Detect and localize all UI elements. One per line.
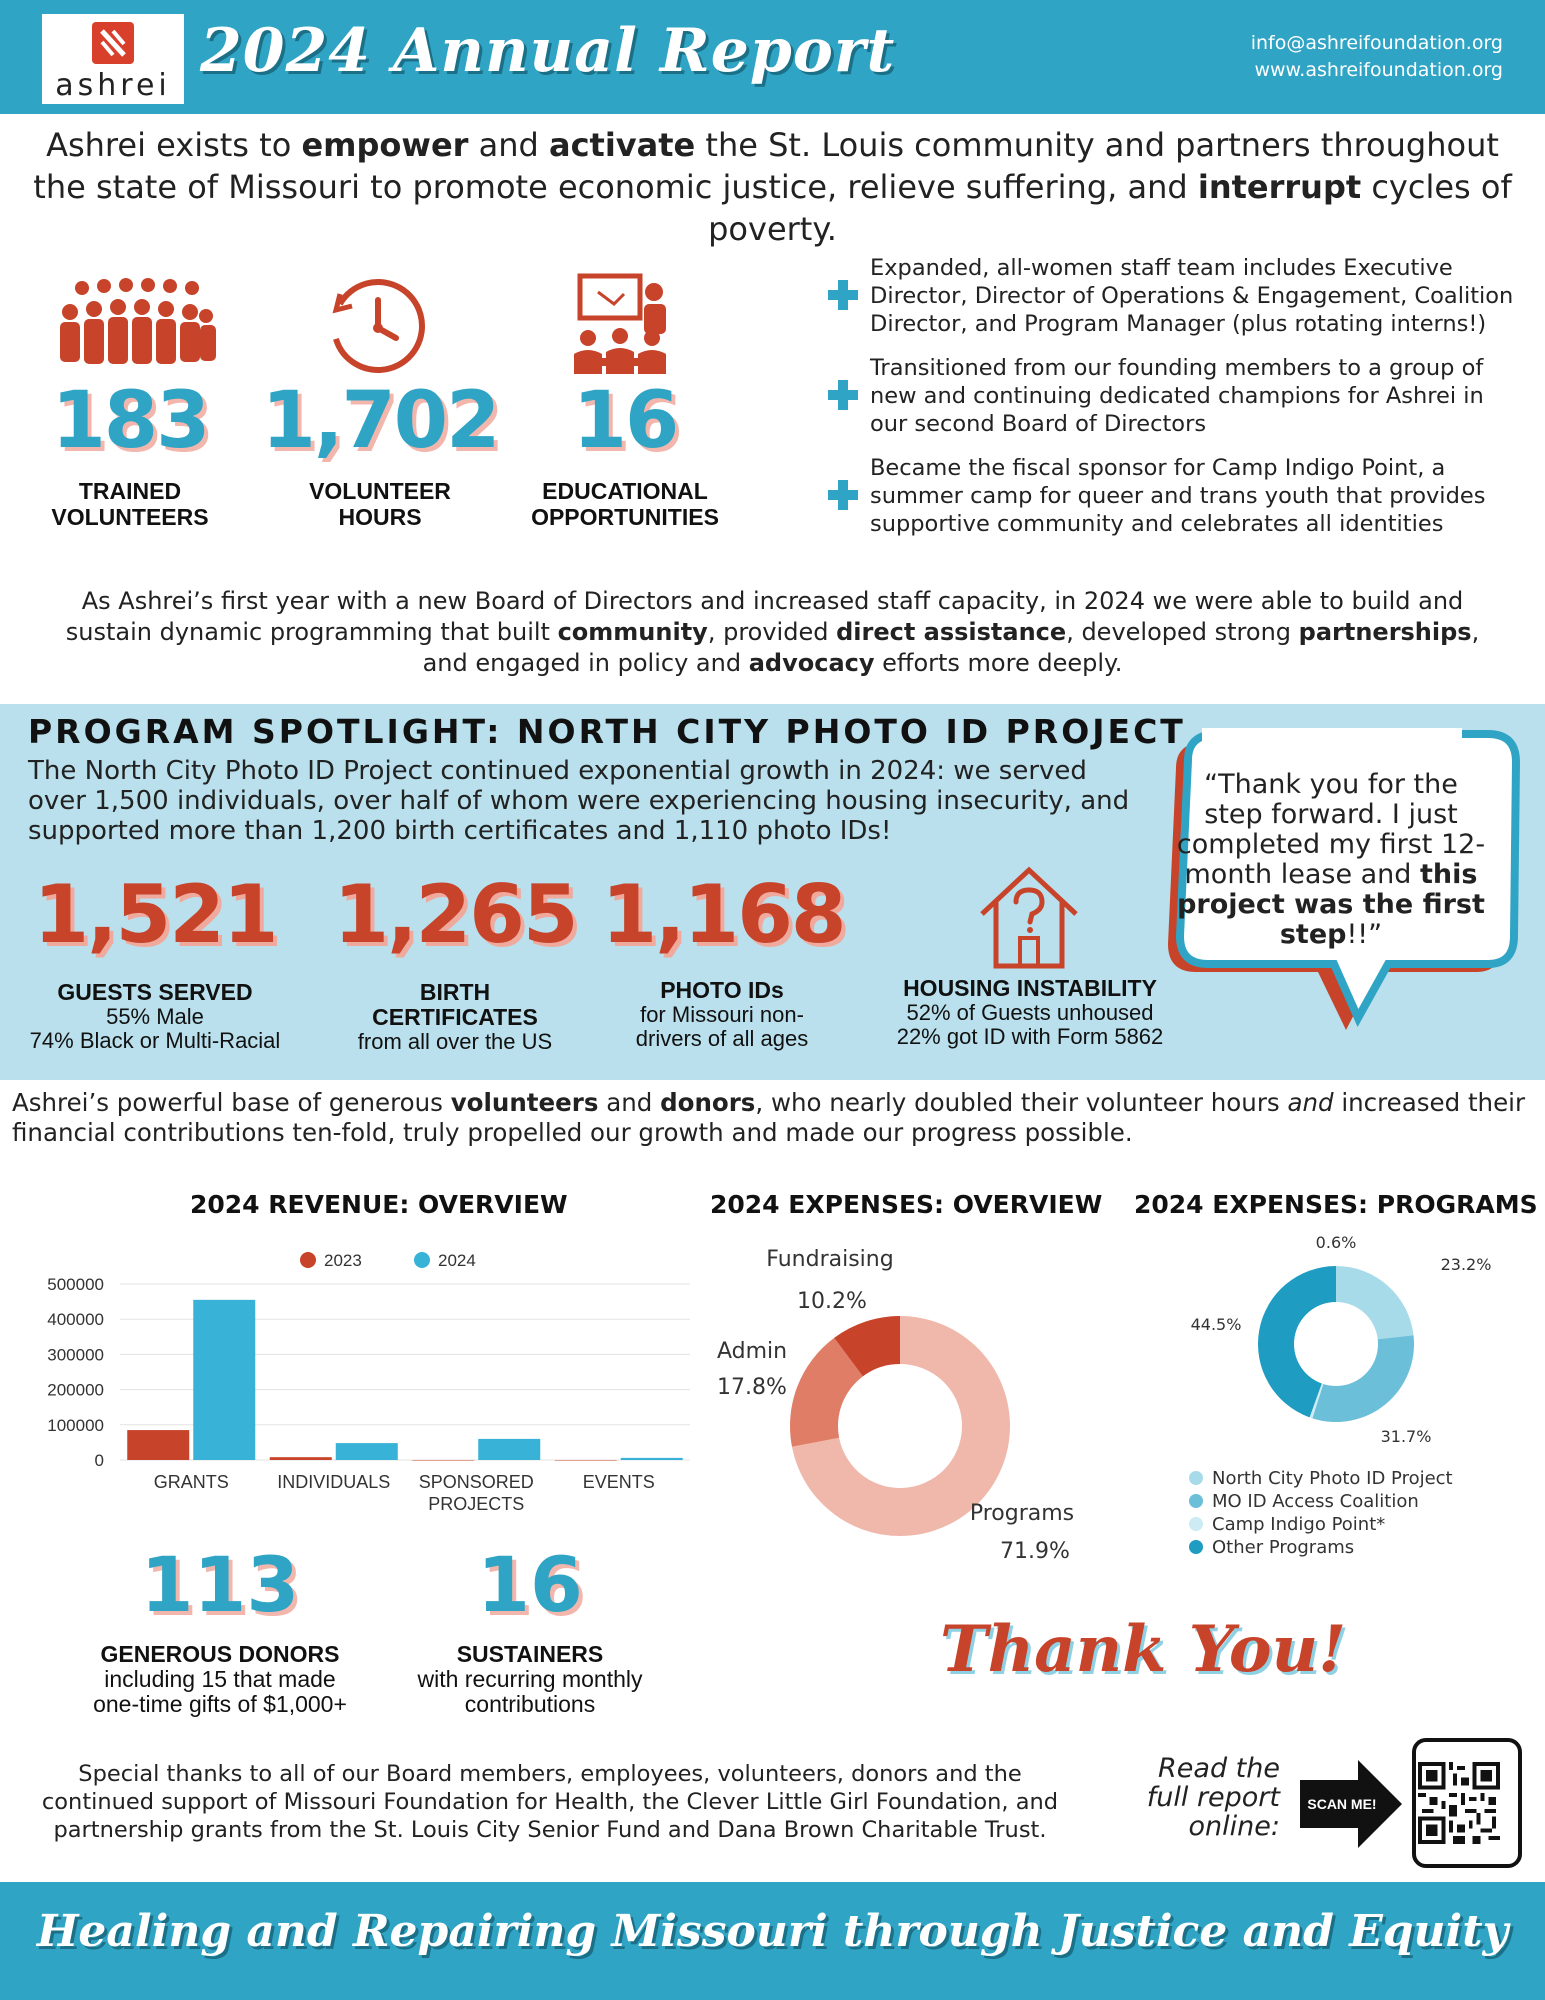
- donut-slice: [1312, 1335, 1414, 1422]
- website-link[interactable]: www.ashreifoundation.org: [1254, 59, 1503, 81]
- stat-volunteer-hours-value: 1,702: [261, 376, 499, 466]
- supporters-paragraph: Ashrei’s powerful base of generous volunteers and donors, who nearly doubled their volunteer hours and increased their financial contributions ten-fold, truly propelled our growth and made our progress possible.: [12, 1088, 1526, 1147]
- clock-icon: [326, 272, 430, 376]
- slice-percent: 17.8%: [717, 1375, 787, 1400]
- y-tick-label: 300000: [47, 1345, 104, 1365]
- photo-ids-value: 1,168: [601, 868, 845, 961]
- expenses-overview-title: 2024 EXPENSES: OVERVIEW: [710, 1190, 1103, 1219]
- stat-educational-label: EDUCATIONAL OPPORTUNITIES: [531, 478, 719, 530]
- slice-percent: 23.2%: [1440, 1255, 1492, 1274]
- expenses-programs-donut: [1160, 1233, 1540, 1576]
- stat-educational-value: 16: [572, 376, 678, 466]
- special-thanks: Special thanks to all of our Board members, employees, volunteers, donors and the continued support of Missouri Foundation for Health, the Clever Little Girl Foundation, and partnership grants from the St. Louis City Senior Fund and Dana Brown Charitable Trust.: [41, 1761, 1059, 1843]
- email-link[interactable]: info@ashreifoundation.org: [1250, 32, 1503, 54]
- stat-volunteer-hours-label: VOLUNTEER HOURS: [309, 478, 451, 530]
- housing-instability-label: HOUSING INSTABILITY 52% of Guests unhoused 22% got ID with Form 5862: [896, 975, 1164, 1049]
- birth-certificates-value: 1,265: [333, 868, 577, 961]
- legend-label: 2023: [324, 1251, 362, 1270]
- x-tick-label: GRANTS: [153, 1472, 229, 1492]
- scan-me-label: SCAN ME!: [1307, 1796, 1377, 1812]
- slice-percent: 10.2%: [797, 1289, 867, 1314]
- legend-label: Camp Indigo Point*: [1212, 1514, 1386, 1535]
- footer-tagline: Healing and Repairing Missouri through Justice and Equity: [36, 1906, 1509, 1957]
- legend-marker: [1189, 1517, 1203, 1531]
- highlight-item: Expanded, all-women staff team includes Executive Director, Director of Operations & Engagement, Coalition Director, and Program Manager (plus rotating interns!): [824, 254, 1524, 338]
- donut-slice: [1336, 1266, 1414, 1339]
- bar: [127, 1430, 189, 1460]
- read-online-label: Read the full report online:: [1146, 1753, 1280, 1842]
- bar: [478, 1439, 540, 1460]
- bar: [193, 1300, 255, 1460]
- legend-label: MO ID Access Coalition: [1212, 1491, 1419, 1512]
- bar: [336, 1443, 398, 1460]
- expenses-programs-title: 2024 EXPENSES: PROGRAMS: [1134, 1190, 1538, 1219]
- slice-percent: 0.6%: [1315, 1233, 1357, 1252]
- legend-marker: [1189, 1471, 1203, 1485]
- bar: [270, 1457, 332, 1460]
- highlight-item: Became the fiscal sponsor for Camp Indigo Point, a summer camp for queer and trans youth that provides supportive community and celebrates all identities: [824, 454, 1524, 538]
- donors-value: 113: [140, 1540, 300, 1629]
- slice-label: Programs: [969, 1501, 1075, 1526]
- mission-statement: Ashrei exists to empower and activate the St. Louis community and partners throughout the state of Missouri to promote economic justice, relieve suffering, and interrupt cycles of poverty.: [33, 126, 1512, 248]
- bar: [621, 1458, 683, 1460]
- revenue-chart-title: 2024 REVENUE: OVERVIEW: [190, 1190, 568, 1219]
- people-group-icon: [52, 278, 220, 376]
- birth-certificates-label: BIRTH CERTIFICATES from all over the US: [357, 979, 553, 1054]
- house-question-icon: [974, 862, 1084, 972]
- logo-mark-icon: [92, 22, 134, 64]
- x-tick-label: EVENTS: [582, 1472, 655, 1492]
- x-tick-label: PROJECTS: [428, 1494, 525, 1514]
- sustainers-label: SUSTAINERS with recurring monthly contributions: [417, 1641, 643, 1717]
- report-title: 2024 Annual Report: [200, 16, 896, 86]
- revenue-bar-chart: [47, 1236, 700, 1516]
- slice-label: Fundraising: [766, 1247, 894, 1272]
- classroom-icon: [566, 270, 674, 378]
- logo[interactable]: [42, 14, 184, 104]
- slice-percent: 71.9%: [1000, 1539, 1070, 1564]
- contact-info: [1251, 30, 1503, 84]
- slice-percent: 44.5%: [1190, 1315, 1242, 1334]
- spotlight-title: PROGRAM SPOTLIGHT: NORTH CITY PHOTO ID PROJECT: [28, 712, 1186, 751]
- photo-ids-label: PHOTO IDs for Missouri non- drivers of all ages: [635, 977, 809, 1051]
- bar: [555, 1460, 617, 1461]
- plus-icon: [828, 380, 858, 410]
- thank-you-heading: Thank You!: [940, 1612, 1347, 1687]
- bar: [412, 1460, 474, 1461]
- legend-label: 2024: [438, 1251, 476, 1270]
- highlights-list: [824, 254, 1524, 554]
- donors-label: GENEROUS DONORS including 15 that made one-time gifts of $1,000+: [93, 1641, 347, 1717]
- legend-label: North City Photo ID Project: [1212, 1468, 1453, 1489]
- qr-code-icon[interactable]: [1418, 1762, 1500, 1844]
- legend-marker: [414, 1252, 430, 1268]
- highlight-item: Transitioned from our founding members to a group of new and continuing dedicated champions for Ashrei in our second Board of Directors: [824, 354, 1524, 438]
- legend-marker: [300, 1252, 316, 1268]
- y-tick-label: 0: [94, 1451, 104, 1470]
- stat-trained-volunteers-value: 183: [51, 376, 209, 466]
- guests-served-value: 1,521: [33, 868, 277, 961]
- y-tick-label: 200000: [47, 1380, 104, 1400]
- guests-served-label: GUESTS SERVED 55% Male 74% Black or Multi-Racial: [29, 979, 281, 1053]
- legend-marker: [1189, 1540, 1203, 1554]
- plus-icon: [828, 480, 858, 510]
- y-tick-label: 500000: [47, 1275, 104, 1294]
- spotlight-description: The North City Photo ID Project continued exponential growth in 2024: we served over 1,500 individuals, over half of whom were experiencing housing insecurity, and supported more than 1,200 birth certificates and 1,110 photo IDs!: [28, 756, 1130, 846]
- x-tick-label: INDIVIDUALS: [277, 1472, 391, 1492]
- x-tick-label: SPONSORED: [418, 1472, 534, 1492]
- sustainers-value: 16: [477, 1540, 583, 1629]
- stat-trained-volunteers-label: TRAINED VOLUNTEERS: [51, 478, 209, 530]
- legend-marker: [1189, 1494, 1203, 1508]
- testimonial-quote: “Thank you for the step forward. I just completed my first 12-month lease and this project was the first step!!”: [1176, 769, 1486, 950]
- slice-label: Admin: [716, 1339, 788, 1364]
- legend-label: Other Programs: [1212, 1537, 1355, 1558]
- expenses-overview-donut: [690, 1236, 1110, 1576]
- year-summary: As Ashrei’s first year with a new Board of Directors and increased staff capacity, in 2024 we were able to build and sustain dynamic programming that built community, provided direct assistance, developed strong partnerships, and engaged in policy and advocacy efforts more deeply.: [65, 587, 1480, 677]
- y-tick-label: 400000: [47, 1310, 104, 1330]
- y-tick-label: 100000: [47, 1415, 104, 1435]
- slice-percent: 31.7%: [1380, 1427, 1432, 1446]
- plus-icon: [828, 280, 858, 310]
- logo-wordmark: ashrei: [55, 68, 171, 103]
